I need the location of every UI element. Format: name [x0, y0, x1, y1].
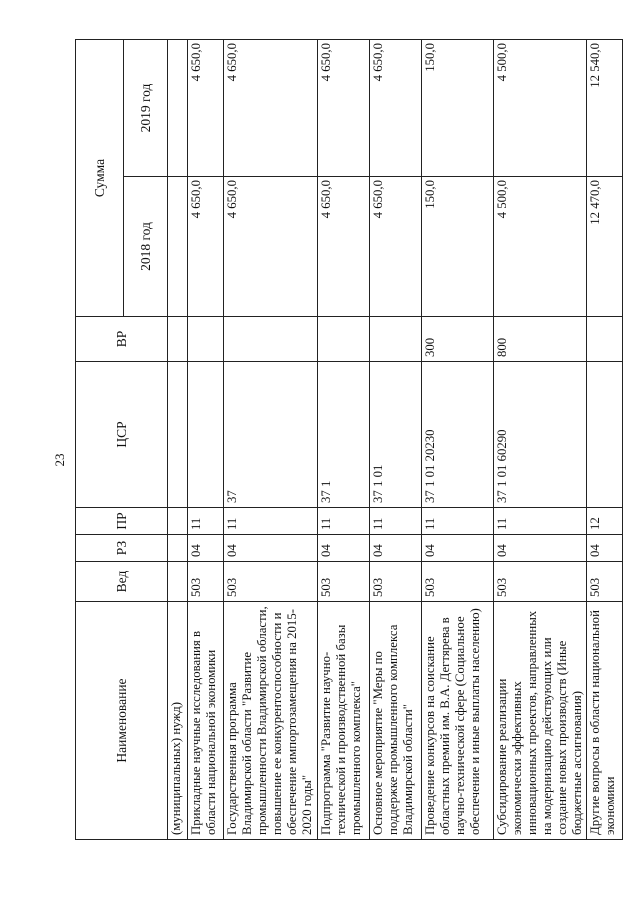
table-row [421, 39, 493, 839]
row-sum-2018 [168, 177, 188, 317]
row-csr: 37 1 01 20230 [421, 362, 493, 508]
row-ved: 503 [317, 562, 369, 602]
row-sum-2019: 12 540,0 [587, 39, 623, 176]
row-ved: 503 [369, 562, 421, 602]
table-row [369, 39, 421, 839]
row-ved: 503 [421, 562, 493, 602]
row-csr: 37 1 [317, 362, 369, 508]
row-vr [224, 317, 318, 362]
row-vr [317, 317, 369, 362]
header-csr: ЦСР [76, 362, 168, 508]
row-ved: 503 [188, 562, 224, 602]
row-pr [168, 508, 188, 535]
row-vr [369, 317, 421, 362]
table-row [317, 39, 369, 839]
row-sum-2019: 4 500,0 [493, 39, 587, 176]
row-vr [168, 317, 188, 362]
rotated-table-container [75, 40, 618, 840]
row-name: Субсидирование реализации экономически эффективных инновационных проектов, направленных на модернизацию действующих или создание новых производств (Иные бюджетные ассигнования) [493, 602, 587, 840]
row-sum-2019: 4 650,0 [317, 39, 369, 176]
row-name: Подпрограмма "Развитие научно-технической и производственной базы промышленного комплекса" [317, 602, 369, 840]
row-name: Проведение конкурсов на соискание областных премий им. В.А. Дегтярева в научно-технической сфере (Социальное обеспечение и иные выплаты населению) [421, 602, 493, 840]
row-sum-2019: 4 650,0 [224, 39, 318, 176]
budget-table [75, 39, 623, 840]
row-rz: 04 [493, 535, 587, 562]
row-sum-2018: 12 470,0 [587, 177, 623, 317]
row-rz: 04 [317, 535, 369, 562]
row-csr [188, 362, 224, 508]
row-vr [587, 317, 623, 362]
row-ved: 503 [493, 562, 587, 602]
row-sum-2019 [168, 39, 188, 176]
row-pr: 11 [224, 508, 318, 535]
row-rz: 04 [587, 535, 623, 562]
header-year-2019: 2019 год [124, 39, 168, 176]
row-rz: 04 [369, 535, 421, 562]
row-name: (муниципальных) нужд) [168, 602, 188, 840]
table-row [188, 39, 224, 839]
table-row [493, 39, 587, 839]
row-vr: 300 [421, 317, 493, 362]
table-row [224, 39, 318, 839]
row-sum-2018: 4 500,0 [493, 177, 587, 317]
row-sum-2018: 4 650,0 [188, 177, 224, 317]
row-ved [168, 562, 188, 602]
header-name: Наименование [76, 602, 168, 840]
row-name: Прикладные научные исследования в области национальной экономики [188, 602, 224, 840]
row-csr: 37 [224, 362, 318, 508]
row-sum-2018: 4 650,0 [369, 177, 421, 317]
row-sum-2018: 4 650,0 [317, 177, 369, 317]
row-pr: 11 [421, 508, 493, 535]
header-pr: ПР [76, 508, 168, 535]
row-sum-2019: 150,0 [421, 39, 493, 176]
row-ved: 503 [587, 562, 623, 602]
row-sum-2019: 4 650,0 [369, 39, 421, 176]
row-vr [188, 317, 224, 362]
row-rz [168, 535, 188, 562]
page-number: 23 [52, 453, 67, 467]
table-row [587, 39, 623, 839]
row-pr: 12 [587, 508, 623, 535]
row-rz: 04 [224, 535, 318, 562]
row-name: Другие вопросы в области национальной экономики [587, 602, 623, 840]
header-year-2018: 2018 год [124, 177, 168, 317]
row-ved: 503 [224, 562, 318, 602]
row-csr [587, 362, 623, 508]
header-ved: Вед [76, 562, 168, 602]
row-name: Основное мероприятие "Меры по поддержке промышленного комплекса Владимирской области" [369, 602, 421, 840]
row-sum-2018: 4 650,0 [224, 177, 318, 317]
row-csr: 37 1 01 60290 [493, 362, 587, 508]
row-vr: 800 [493, 317, 587, 362]
row-pr: 11 [188, 508, 224, 535]
row-name: Государственная программа Владимирской области "Развитие промышленности Владимирской области, повышение ее конкурентоспособности и обеспечение импортозамещения на 2015-2020 годы" [224, 602, 318, 840]
row-pr: 11 [317, 508, 369, 535]
table-row [168, 39, 188, 839]
row-sum-2018: 150,0 [421, 177, 493, 317]
row-sum-2019: 4 650,0 [188, 39, 224, 176]
row-pr: 11 [493, 508, 587, 535]
header-vr: ВР [76, 317, 168, 362]
row-rz: 04 [421, 535, 493, 562]
header-rz: РЗ [76, 535, 168, 562]
row-csr: 37 1 01 [369, 362, 421, 508]
row-csr [168, 362, 188, 508]
header-sum: Сумма [76, 39, 124, 316]
row-pr: 11 [369, 508, 421, 535]
row-rz: 04 [188, 535, 224, 562]
